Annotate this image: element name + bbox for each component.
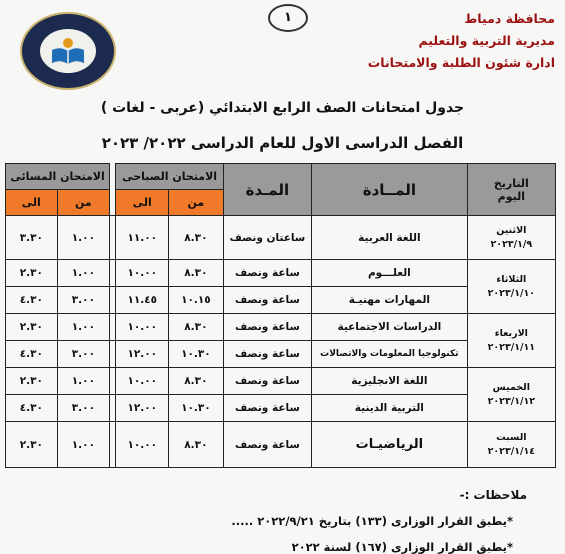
- pm-to-cell: ٢.٣٠: [6, 314, 58, 341]
- subject-cell: التربية الدينية: [312, 395, 468, 422]
- am-to-cell: ١٢.٠٠: [116, 341, 169, 368]
- administration-logo: [20, 12, 116, 90]
- notes-label: ملاحظات :-: [459, 488, 527, 502]
- schedule-subtitle: الفصل الدراسى الاول للعام الدراسى ٢٠٢٢/ ٢٠٢٣: [101, 134, 464, 152]
- book-icon: [49, 36, 87, 66]
- gap-cell: [110, 287, 116, 314]
- evening-exam-header: الامتحان المسائى: [6, 164, 110, 190]
- day-cell: الاربعاء ٢٠٢٣/١/١١: [467, 314, 555, 368]
- pm-from-cell: ١.٠٠: [57, 422, 110, 468]
- table-row: [6, 216, 556, 260]
- subject-header: المــادة: [312, 164, 468, 216]
- am-to-cell: ١٢.٠٠: [116, 395, 169, 422]
- am-from-cell: ٨.٣٠: [169, 216, 224, 260]
- pm-to-cell: ٤.٣٠: [6, 395, 58, 422]
- gap-cell: [110, 314, 116, 341]
- duration-cell: ساعة ونصف: [223, 287, 311, 314]
- subject-cell: تكنولوجيا المعلومات والاتصالات: [312, 341, 468, 368]
- am-to-cell: ١٠.٠٠: [116, 422, 169, 468]
- table-row: [6, 422, 556, 468]
- duration-cell: ساعتان ونصف: [223, 216, 311, 260]
- morning-to-header: الى: [116, 190, 169, 216]
- day-cell: الثلاثاء ٢٠٢٣/١/١٠: [467, 260, 555, 314]
- exam-table: [5, 163, 556, 468]
- gap-cell: [110, 260, 116, 287]
- subject-cell: الدراسات الاجتماعية: [312, 314, 468, 341]
- am-from-cell: ١٠.٣٠: [169, 395, 224, 422]
- am-to-cell: ١٠.٠٠: [116, 260, 169, 287]
- evening-to-header: الى: [6, 190, 58, 216]
- pm-from-cell: ١.٠٠: [57, 314, 110, 341]
- subject-cell: الرياضيـات: [312, 422, 468, 468]
- gap-cell: [110, 422, 116, 468]
- evening-from-header: من: [57, 190, 110, 216]
- subject-cell: العلـــوم: [312, 260, 468, 287]
- pm-from-cell: ٣.٠٠: [57, 395, 110, 422]
- pm-from-cell: ١.٠٠: [57, 216, 110, 260]
- am-from-cell: ١٠.١٥: [169, 287, 224, 314]
- am-from-cell: ٨.٣٠: [169, 314, 224, 341]
- schedule-title: جدول امتحانات الصف الرابع الابتدائي (عربى - لغات ): [100, 100, 465, 116]
- gap-cell: [110, 216, 116, 260]
- pm-to-cell: ٤.٣٠: [6, 287, 58, 314]
- gap-cell: [110, 368, 116, 395]
- duration-cell: ساعة ونصف: [223, 314, 311, 341]
- am-to-cell: ١١.٠٠: [116, 216, 169, 260]
- table-row: [6, 260, 556, 287]
- directorate-line: مديرية التربية والتعليم: [418, 33, 555, 48]
- am-from-cell: ١٠.٣٠: [169, 341, 224, 368]
- pm-to-cell: ٢.٣٠: [6, 260, 58, 287]
- day-cell: السبت ٢٠٢٣/١/١٤: [467, 422, 555, 468]
- am-from-cell: ٨.٣٠: [169, 260, 224, 287]
- date-header-label: التاريخ: [493, 176, 529, 190]
- day-cell: الاثنين ٢٠٢٣/١/٩: [467, 216, 555, 260]
- am-to-cell: ١٠.٠٠: [116, 314, 169, 341]
- administration-line: ادارة شئون الطلبة والامتحانات: [367, 55, 555, 70]
- pm-to-cell: ٢.٣٠: [6, 422, 58, 468]
- table-row: [6, 314, 556, 341]
- subject-cell: اللغة العربية: [312, 216, 468, 260]
- am-from-cell: ٨.٣٠: [169, 368, 224, 395]
- am-to-cell: ١١.٤٥: [116, 287, 169, 314]
- gap-cell: [110, 395, 116, 422]
- pm-from-cell: ٣.٠٠: [57, 287, 110, 314]
- duration-cell: ساعة ونصف: [223, 395, 311, 422]
- pm-from-cell: ١.٠٠: [57, 260, 110, 287]
- duration-cell: ساعة ونصف: [223, 341, 311, 368]
- am-from-cell: ٨.٣٠: [169, 422, 224, 468]
- pm-from-cell: ٣.٠٠: [57, 341, 110, 368]
- morning-from-header: من: [169, 190, 224, 216]
- table-row: [6, 368, 556, 395]
- note-item: *يطبق القرار الوزارى (١٣٣) بتاريخ ٢٠٢٢/٩/٢١ .....: [231, 514, 513, 528]
- note-item: *يطبق القرار الوزارى (١٦٧) لسنة ٢٠٢٢: [291, 540, 513, 554]
- gap-cell: [110, 341, 116, 368]
- pm-to-cell: ٤.٣٠: [6, 341, 58, 368]
- date-day-header: [467, 164, 555, 216]
- morning-exam-header: الامتحان الصباحى: [116, 164, 223, 190]
- duration-cell: ساعة ونصف: [223, 260, 311, 287]
- am-to-cell: ١٠.٠٠: [116, 368, 169, 395]
- subject-cell: اللغة الانجليزية: [312, 368, 468, 395]
- page-number: ١: [268, 4, 308, 32]
- governorate-line: محافظة دمياط: [464, 11, 555, 26]
- pm-to-cell: ٢.٣٠: [6, 368, 58, 395]
- day-header-label: اليوم: [497, 189, 526, 203]
- duration-cell: ساعة ونصف: [223, 368, 311, 395]
- subject-cell: المهارات مهنيـة: [312, 287, 468, 314]
- pm-from-cell: ١.٠٠: [57, 368, 110, 395]
- header-authority: [368, 8, 555, 74]
- duration-header: المـدة: [223, 164, 311, 216]
- day-cell: الخميس ٢٠٢٣/١/١٢: [467, 368, 555, 422]
- duration-cell: ساعة ونصف: [223, 422, 311, 468]
- pm-to-cell: ٣.٣٠: [6, 216, 58, 260]
